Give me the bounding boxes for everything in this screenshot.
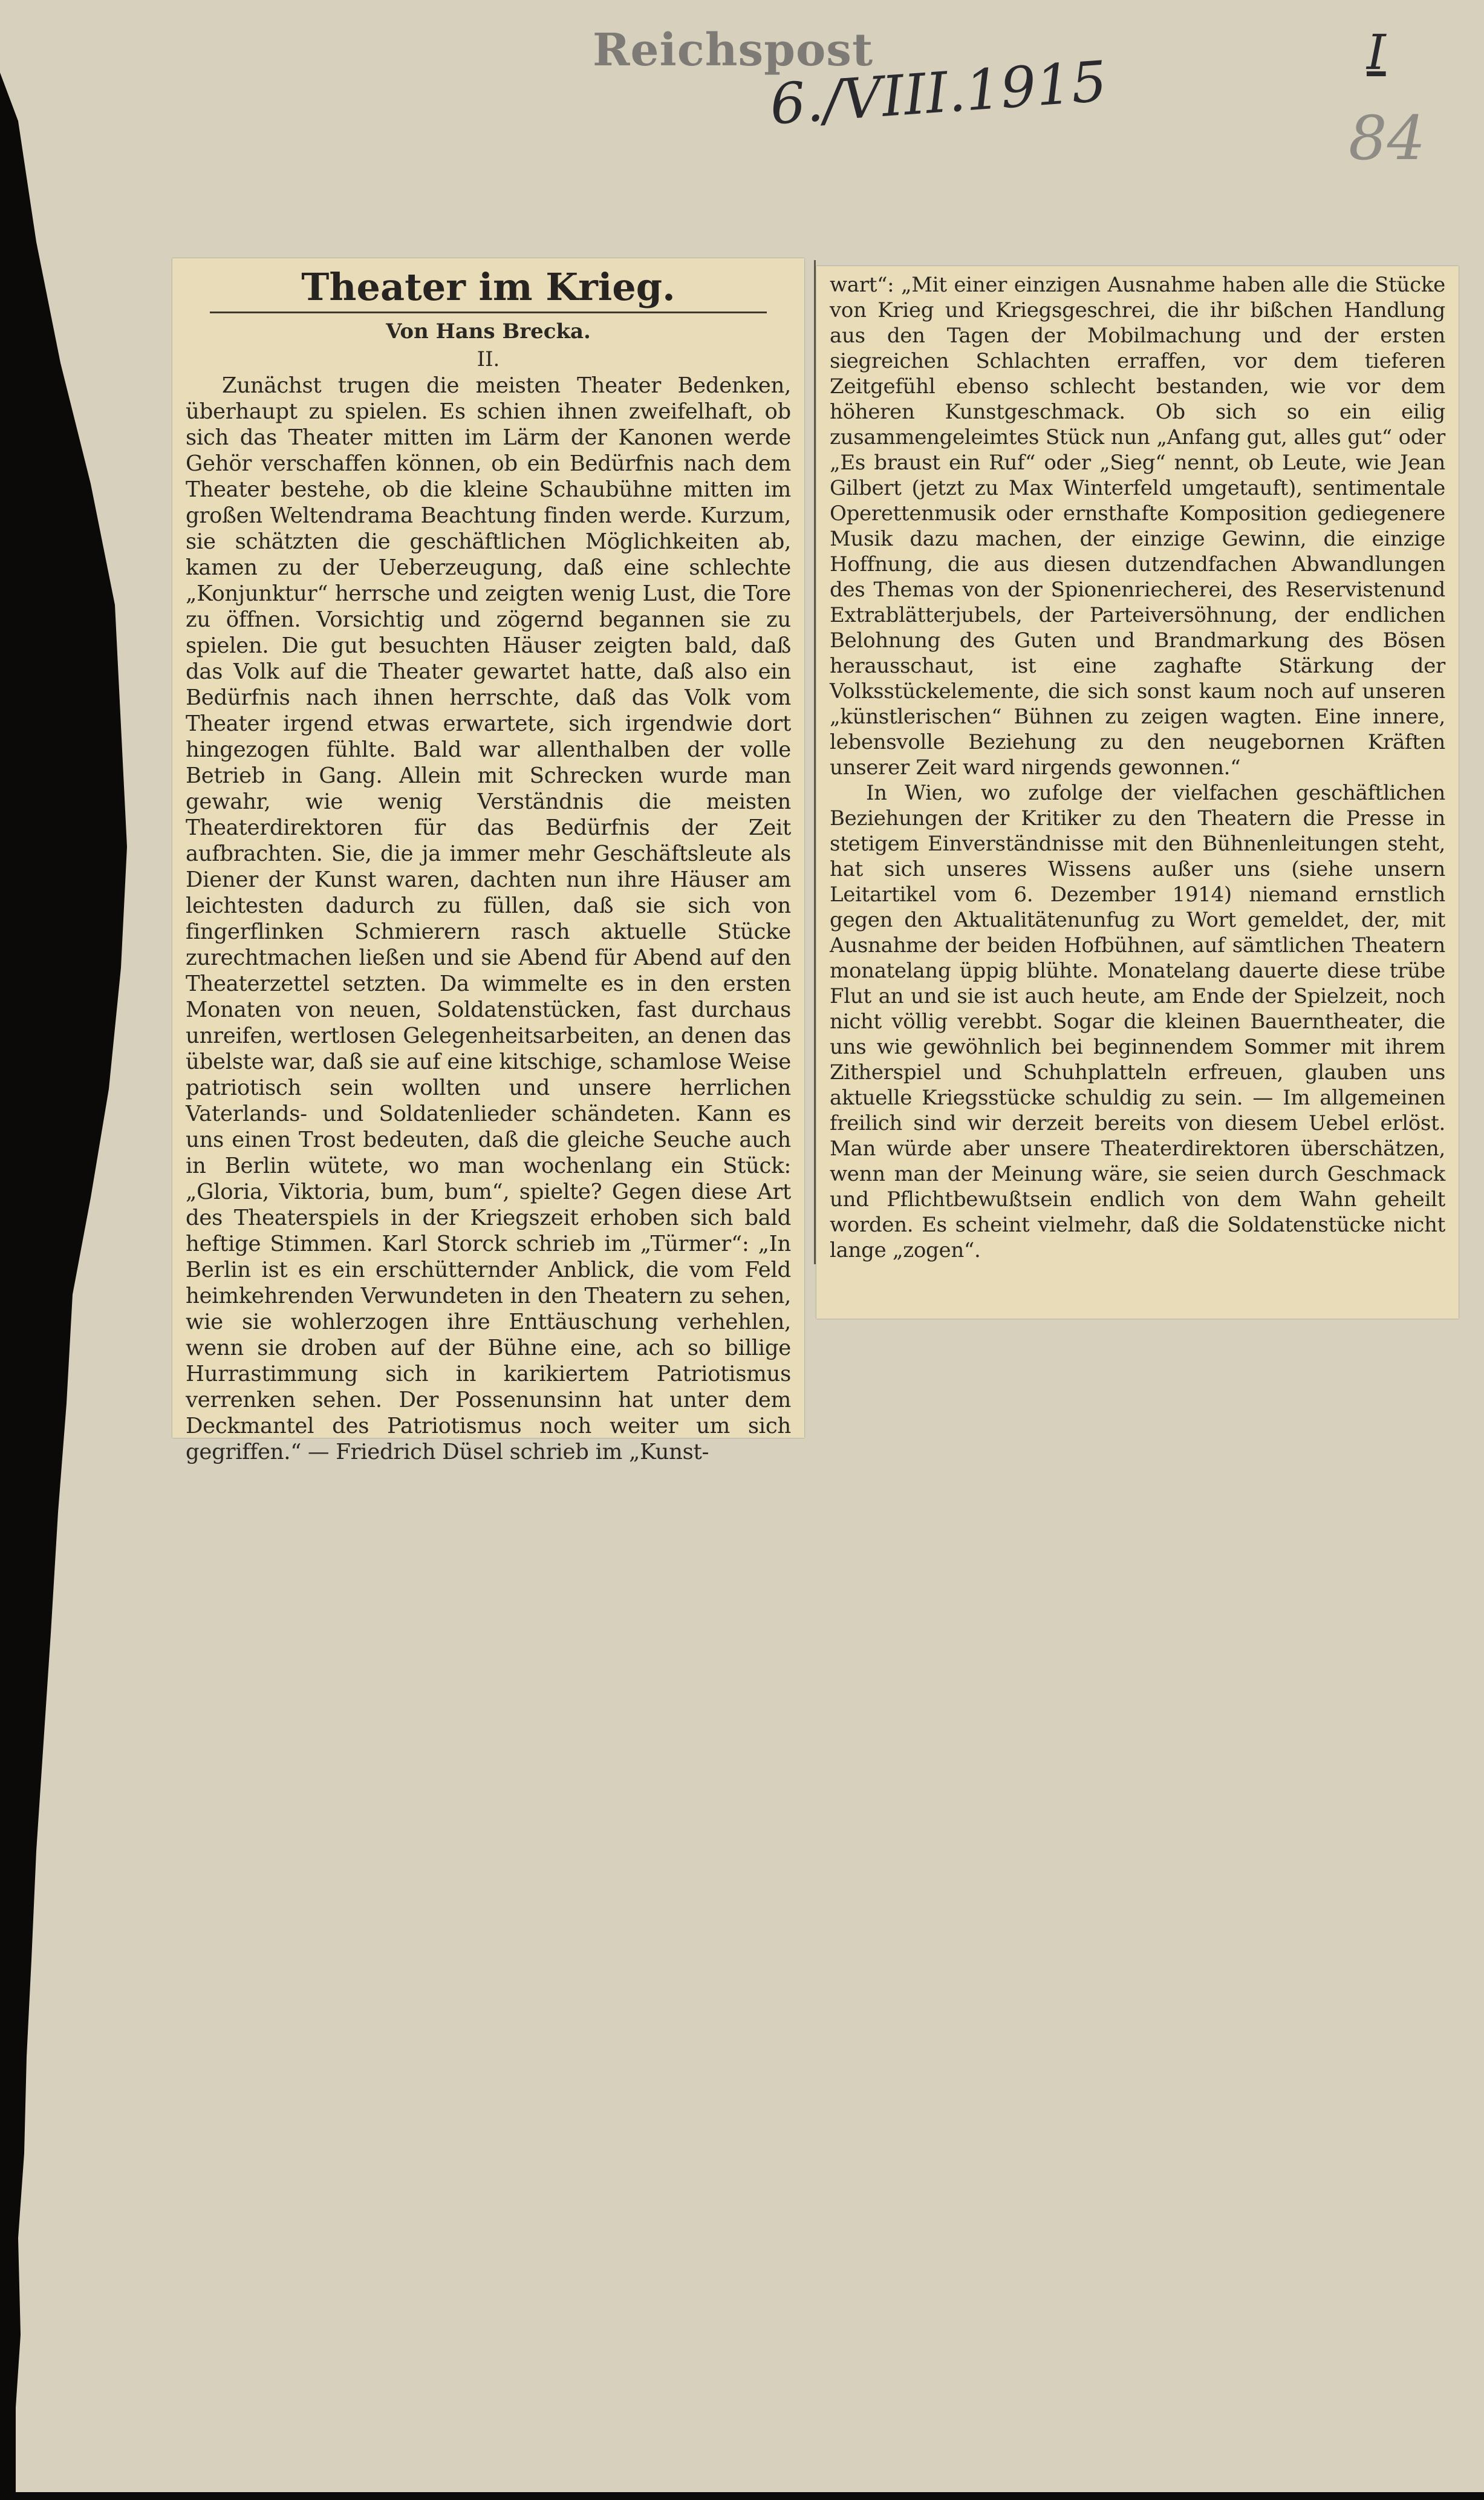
article-byline: Von Hans Brecka. (386, 319, 591, 344)
article-column-left: Zunächst trugen die meisten Theater Bedenken, überhaupt zu spielen. Es schien ihnen zweifelhaft, ob sich das Theater mitten im Lärm der Kanonen werde Gehör verschaffen können, ob ein Bedürfnis nach dem Theater bestehe, ob die kleine Schaubühne mitten im großen Weltendrama Beachtung finden werde. Kurzum, sie schätzten die geschäftlichen Möglichkeiten ab, kamen zu der Ueberzeugung, daß eine schlechte „Konjunktur“ herrsche und zeigten wenig Lust, die Tore zu öffnen. Vorsichtig und zögernd begannen sie zu spielen. Die gut besuchten Häuser zeigten bald, daß das Volk auf die Theater gewartet hatte, daß also ein Bedürfnis nach ihnen herrschte, daß das Volk vom Theater irgend etwas erwartete, sich irgendwie dort hingezogen fühlte. Bald war allenthalben der volle Betrieb in Gang. Allein mit Schrecken wurde man gewahr, wie wenig Verständnis die meisten Theaterdirektoren für das Bedürfnis der Zeit aufbrachten. Sie, die ja immer mehr Geschäftsleute als Diener der Kunst waren, dachten nun ihre Häuser am leichtesten dadurch zu füllen, daß sie sich von fingerflinken Schmierern rasch aktuelle Stücke zurechtmachen ließen und sie Abend für Abend auf den Theaterzettel setzten. Da wimmelte es in den ersten Monaten von neuen, Soldatenstücken, fast durchaus unreifen, wertlosen Gelegenheitsarbeiten, an denen das übelste war, daß sie auf eine kitschige, schamlose Weise patriotisch sein wollten und unsere herrlichen Vaterlands- und Soldatenlieder schändeten. Kann es uns einen Trost bedeuten, daß die gleiche Seuche auch in Berlin wütete, wo man wochenlang ein Stück: „Gloria, Viktoria, bum, bum“, spielte? Gegen diese Art des Theaterspiels in der Kriegszeit erhoben sich bald heftige Stimmen. Karl Storck schrieb im „Türmer“: „In Berlin ist es ein erschütternder Anblick, die vom Feld heimkehrenden Verwundeten in den Theatern zu sehen, wie sie wohlerzogen ihre Enttäuschung verhehlen, wenn sie droben auf der Bühne eine, ach so billige Hurrastimmung sich in karikiertem Patriotismus verrenken sehen. Der Possenunsinn hat unter dem Deckmantel des Patriotismus noch weiter um sich gegriffen.“ — Friedrich Düsel schrieb im „Kunst- (186, 373, 791, 1464)
article-part-number: II. (477, 347, 500, 371)
archive-number: 84 (1349, 103, 1426, 174)
article-column-right-paragraph-2: In Wien, wo zufolge der vielfachen geschäftlichen Beziehungen der Kritiker zu den Theatern die Presse in stetigem Einverständnisse mit den Bühnenleitungen steht, hat sich unseres Wissens außer uns (siehe unsern Leitartikel vom 6. Dezember 1914) niemand ernstlich gegen den Aktualitätenunfug zu Wort gemeldet, der, mit Ausnahme der beiden Hofbühnen, auf sämtlichen Theatern monatelang üppig blühte. Monatelang dauerte diese trübe Flut an und sie ist auch heute, am Ende der Spielzeit, noch nicht völlig verebbt. Sogar die kleinen Bauerntheater, die uns wie gewöhnlich bei beginnendem Sommer mit ihrem Zitherspiel und Schuhplatteln erfreuen, glauben uns aktuelle Kriegsstücke schuldig zu sein. — Im allgemeinen freilich sind wir derzeit bereits von diesem Uebel erlöst. Man würde aber unsere Theaterdirektoren überschätzen, wenn man der Meinung wäre, sie seien durch Geschmack und Pflichtbewußtsein endlich von dem Wahn geheilt worden. Es scheint vielmehr, daß die Soldatenstücke nicht lange „zogen“. (830, 781, 1445, 1262)
handwritten-roman-numeral: I (1367, 24, 1386, 80)
title-rule (210, 312, 767, 313)
clipping-left-column (172, 258, 804, 1464)
handwritten-date: 6./VIII.1915 (768, 49, 1109, 137)
article-title: Theater im Krieg. (301, 265, 675, 309)
clipping-right-column (816, 266, 1459, 1319)
article-column-right-paragraph-1: wart“: „Mit einer einzigen Ausnahme haben alle die Stücke von Krieg und Kriegsgeschrei, die ihr bißchen Handlung aus den Tagen der Mobilmachung und der ersten siegreichen Schlachten erraffen, vor dem tieferen Zeitgefühl ebenso schlecht bestanden, wie vor dem höheren Kunstgeschmack. Ob sich so ein eilig zusammengeleimtes Stück nun „Anfang gut, alles gut“ oder „Es braust ein Ruf“ oder „Sieg“ nennt, ob Leute, wie Jean Gilbert (jetzt zu Max Winterfeld umgetauft), sentimentale Operettenmusik oder ernsthafte Komposition gediegenere Musik dazu machen, der einzige Gewinn, die einzige Hoffnung, die aus diesen dutzendfachen Abwandlungen des Themas von der Spionenriecherei, des Reservistenund Extrablätterjubels, der Parteiversöhnung, der endlichen Belohnung des Guten und Brandmarkung des Bösen herausschaut, ist eine zaghafte Stärkung der Volksstückelemente, die sich sonst kaum noch auf unseren „künstlerischen“ Bühnen zu zeigen wagten. Eine innere, lebensvolle Beziehung zu den neugebornen Kräften unserer Zeit ward nirgends gewonnen.“ (830, 273, 1445, 780)
column-separator (814, 260, 816, 1264)
newspaper-name-stamp: Reichspost (593, 24, 874, 76)
